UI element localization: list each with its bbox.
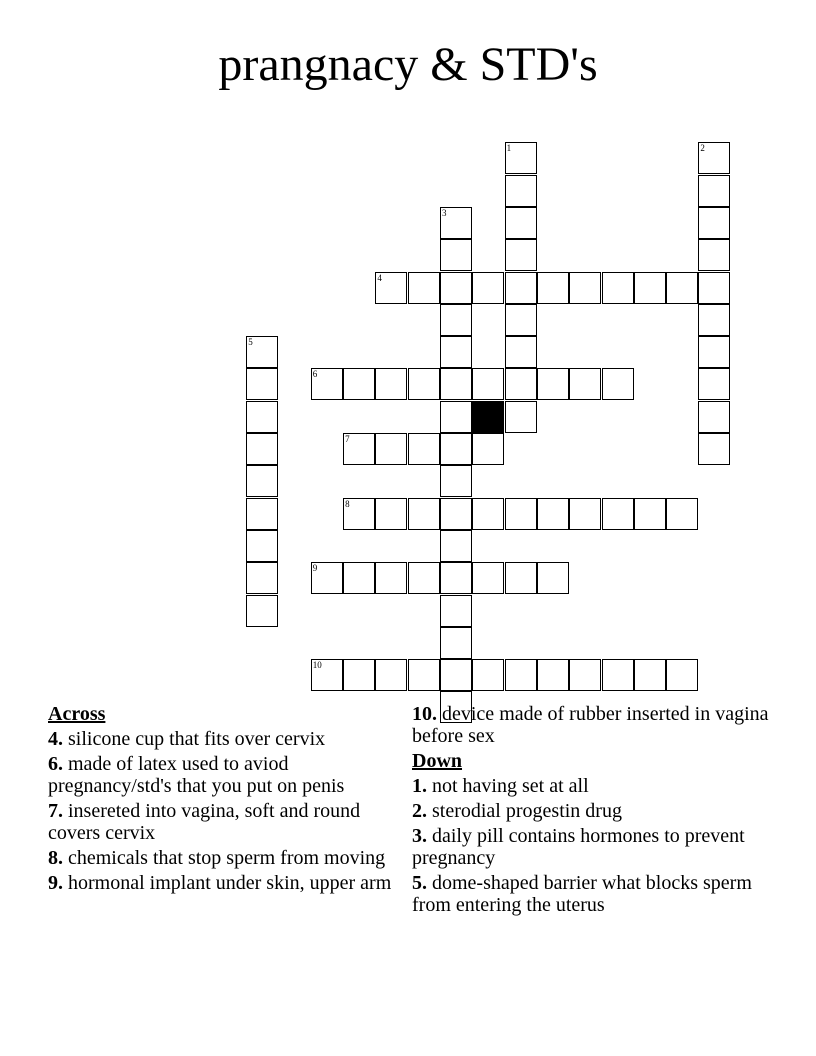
grid-cell[interactable]: [440, 207, 472, 239]
clue-number: 9: [312, 563, 318, 574]
grid-cell[interactable]: [343, 498, 375, 530]
grid-cell[interactable]: [246, 401, 278, 433]
grid-cell[interactable]: [440, 498, 472, 530]
grid-cell[interactable]: [634, 659, 666, 691]
grid-cell[interactable]: [569, 498, 601, 530]
grid-cell[interactable]: [246, 368, 278, 400]
grid-cell[interactable]: [408, 272, 440, 304]
clue-down-2: 2. sterodial progestin drug: [412, 800, 622, 822]
clue-across-7: 7. insereted into vagina, soft and round covers cervix: [48, 800, 361, 844]
grid-cell[interactable]: [440, 659, 472, 691]
puzzle-title: prangnacy & STD's: [218, 38, 598, 91]
clue-across-8: 8. chemicals that stop sperm from moving: [48, 847, 386, 869]
clue-number: 2: [700, 143, 705, 154]
grid-cell[interactable]: [569, 272, 601, 304]
grid-cell[interactable]: [375, 368, 407, 400]
grid-cell[interactable]: [698, 272, 730, 304]
grid-block: [472, 401, 504, 433]
grid-cell[interactable]: [505, 239, 537, 271]
clue-across-10: 10. device made of rubber inserted in vagina before sex: [412, 703, 769, 747]
grid-cell[interactable]: [698, 207, 730, 239]
grid-cell[interactable]: [472, 272, 504, 304]
grid-cell[interactable]: [505, 304, 537, 336]
grid-cell[interactable]: [375, 433, 407, 465]
grid-cell[interactable]: [246, 595, 278, 627]
grid-cell[interactable]: [569, 659, 601, 691]
clue-number: 5: [248, 337, 253, 348]
grid-cell[interactable]: [537, 272, 569, 304]
grid-cell[interactable]: [698, 336, 730, 368]
grid-cell[interactable]: [698, 175, 730, 207]
grid-cell[interactable]: [602, 272, 634, 304]
grid-cell[interactable]: [408, 562, 440, 594]
grid-cell[interactable]: [246, 433, 278, 465]
grid-cell[interactable]: [343, 433, 375, 465]
grid-cell[interactable]: [343, 562, 375, 594]
grid-cell[interactable]: [440, 433, 472, 465]
grid-cell[interactable]: [472, 433, 504, 465]
grid-cell[interactable]: [505, 659, 537, 691]
clue-number: 4: [377, 272, 382, 283]
grid-cell[interactable]: [440, 336, 472, 368]
grid-cell[interactable]: [440, 239, 472, 271]
clues-left-column: [48, 703, 404, 897]
grid-cell[interactable]: [246, 562, 278, 594]
grid-cell[interactable]: [634, 272, 666, 304]
grid-cell[interactable]: [408, 433, 440, 465]
clue-down-1: 1. not having set at all: [412, 775, 589, 797]
grid-cell[interactable]: [666, 498, 698, 530]
grid-cell[interactable]: [698, 401, 730, 433]
grid-cell[interactable]: [246, 498, 278, 530]
across-heading: Across: [48, 703, 106, 725]
grid-cell[interactable]: [343, 368, 375, 400]
grid-cell[interactable]: [472, 368, 504, 400]
grid-cell[interactable]: [602, 498, 634, 530]
grid-cell[interactable]: [246, 530, 278, 562]
grid-cell[interactable]: [440, 401, 472, 433]
clue-number: 7: [345, 434, 350, 444]
grid-cell[interactable]: [698, 142, 730, 174]
grid-cell[interactable]: [634, 498, 666, 530]
grid-cell[interactable]: [602, 368, 634, 400]
grid-cell[interactable]: [440, 272, 472, 304]
grid-cell[interactable]: [505, 175, 537, 207]
grid-cell[interactable]: [440, 530, 472, 562]
grid-cell[interactable]: [311, 659, 343, 691]
clue-down-5: 5. dome-shaped barrier what blocks sperm from entering the uterus: [412, 872, 752, 916]
grid-cell[interactable]: [666, 659, 698, 691]
grid-cell[interactable]: [698, 368, 730, 400]
grid-cell[interactable]: [440, 627, 472, 659]
grid-cell[interactable]: [537, 368, 569, 400]
grid-cell[interactable]: [666, 272, 698, 304]
grid-cell[interactable]: [505, 142, 537, 174]
grid-cell[interactable]: [375, 562, 407, 594]
clue-number: 3: [442, 207, 447, 218]
grid-cell[interactable]: [569, 368, 601, 400]
grid-cell[interactable]: [505, 336, 537, 368]
grid-cell[interactable]: [408, 659, 440, 691]
grid-cell[interactable]: [472, 562, 504, 594]
clue-down-3: 3. daily pill contains hormones to prevent pregnancy: [412, 825, 745, 869]
grid-cell[interactable]: [505, 272, 537, 304]
grid-cell[interactable]: [698, 304, 730, 336]
grid-cell[interactable]: [246, 336, 278, 368]
grid-cell[interactable]: [537, 498, 569, 530]
grid-cell[interactable]: [602, 659, 634, 691]
grid-cell[interactable]: [408, 368, 440, 400]
grid-cell[interactable]: [440, 368, 472, 400]
grid-cell[interactable]: [505, 401, 537, 433]
grid-cell[interactable]: [440, 562, 472, 594]
grid-cell[interactable]: [505, 498, 537, 530]
grid-cell[interactable]: [440, 595, 472, 627]
clue-number: 1: [506, 143, 512, 154]
grid-cell[interactable]: [440, 465, 472, 497]
grid-cell[interactable]: [311, 562, 343, 594]
clues-right-column: [412, 703, 782, 919]
grid-cell[interactable]: [698, 239, 730, 271]
clue-across-4: 4. silicone cup that fits over cervix: [48, 728, 326, 750]
clue-number: 10: [312, 660, 322, 671]
down-heading: Down: [412, 750, 463, 772]
grid-cell[interactable]: [505, 562, 537, 594]
grid-cell[interactable]: [698, 433, 730, 465]
clue-across-6: 6. made of latex used to aviod pregnancy/std's that you put on penis: [48, 753, 345, 797]
grid-cell[interactable]: [408, 498, 440, 530]
grid-cell[interactable]: [440, 304, 472, 336]
grid-cell[interactable]: [375, 498, 407, 530]
grid-cell[interactable]: [246, 465, 278, 497]
grid-cell[interactable]: [375, 659, 407, 691]
clue-number: 8: [345, 498, 350, 509]
grid-cell[interactable]: [472, 659, 504, 691]
grid-cell[interactable]: [537, 562, 569, 594]
clue-number: 6: [312, 369, 318, 380]
grid-cell[interactable]: [537, 659, 569, 691]
grid-cell[interactable]: [505, 207, 537, 239]
grid-cell[interactable]: [343, 659, 375, 691]
grid-cell[interactable]: [472, 498, 504, 530]
grid-cell[interactable]: [375, 272, 407, 304]
grid-cell[interactable]: [311, 368, 343, 400]
clue-across-9: 9. hormonal implant under skin, upper arm: [48, 872, 392, 894]
grid-cell[interactable]: [505, 368, 537, 400]
